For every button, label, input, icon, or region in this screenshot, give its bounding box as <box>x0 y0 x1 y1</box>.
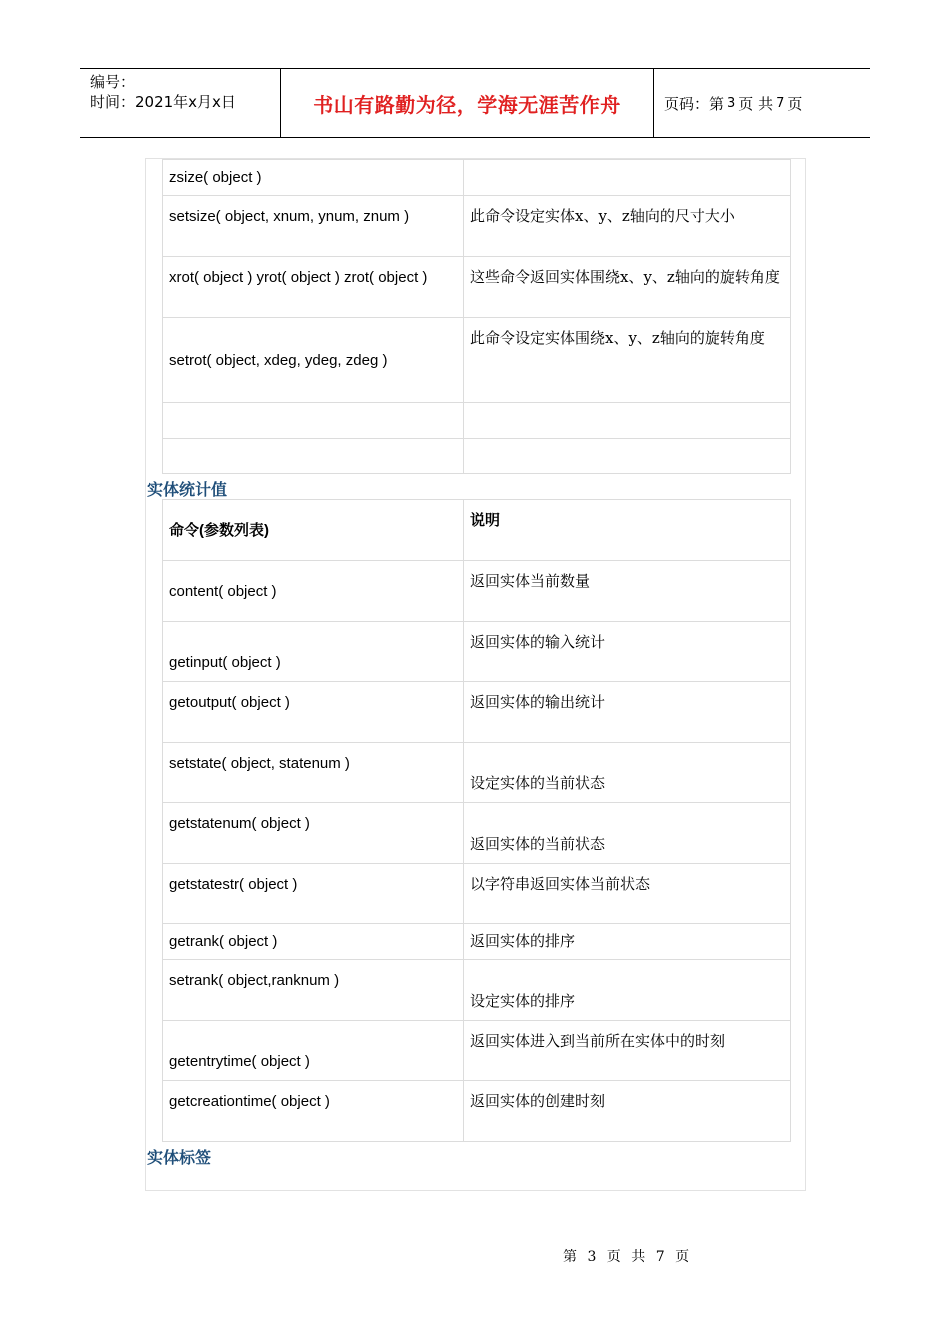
table-row <box>163 743 791 803</box>
table-row <box>163 318 791 403</box>
table-row <box>163 257 791 318</box>
page-number: 3 <box>727 95 736 111</box>
command-cell <box>163 439 464 474</box>
command-cell: zsize( object ) <box>163 160 464 196</box>
page-header <box>80 68 870 138</box>
table-row <box>163 1021 791 1081</box>
table-row <box>163 864 791 924</box>
table-row <box>163 682 791 743</box>
entity-geometry-table <box>162 159 791 474</box>
description-cell: 设定实体的当前状态 <box>464 743 791 803</box>
description-cell <box>464 439 791 474</box>
document-number-label: 编号： <box>90 73 136 91</box>
header-motto: 书山有路勤为径，学海无涯苦作舟 <box>313 92 621 117</box>
description-cell <box>464 403 791 439</box>
description-cell: 返回实体当前数量 <box>464 561 791 622</box>
section-title-entity-labels: 实体标签 <box>147 1148 212 1167</box>
table-row <box>163 803 791 864</box>
header-description-cell: 说明 <box>464 500 791 561</box>
command-cell: getinput( object ) <box>163 622 464 682</box>
description-cell: 返回实体的创建时刻 <box>464 1081 791 1142</box>
description-cell: 返回实体进入到当前所在实体中的时刻 <box>464 1021 791 1081</box>
command-cell: getoutput( object ) <box>163 682 464 743</box>
command-cell: getrank( object ) <box>163 924 464 960</box>
command-cell <box>163 403 464 439</box>
page-total: 7 <box>776 95 785 111</box>
description-cell: 返回实体的当前状态 <box>464 803 791 864</box>
page-footer: 第 3 页 共 7 页 <box>563 1249 690 1265</box>
description-cell: 以字符串返回实体当前状态 <box>464 864 791 924</box>
description-cell: 此命令设定实体x、y、z轴向的尺寸大小 <box>464 196 791 257</box>
command-cell: getcreationtime( object ) <box>163 1081 464 1142</box>
section-title-entity-stats: 实体统计值 <box>147 480 228 499</box>
table-row <box>163 960 791 1021</box>
description-cell: 返回实体的输出统计 <box>464 682 791 743</box>
table-row <box>163 196 791 257</box>
table-header-row <box>163 500 791 561</box>
header-info <box>80 69 281 137</box>
header-command-cell: 命令(参数列表) <box>163 500 464 561</box>
table-row <box>163 924 791 960</box>
description-cell <box>464 160 791 196</box>
command-cell: getentrytime( object ) <box>163 1021 464 1081</box>
command-cell: getstatenum( object ) <box>163 803 464 864</box>
command-cell: getstatestr( object ) <box>163 864 464 924</box>
page-mid: 页 共 <box>738 94 774 113</box>
description-cell: 返回实体的输入统计 <box>464 622 791 682</box>
table-row <box>163 439 791 474</box>
table-row <box>163 622 791 682</box>
description-cell: 返回实体的排序 <box>464 924 791 960</box>
description-cell: 这些命令返回实体围绕x、y、z轴向的旋转角度 <box>464 257 791 318</box>
header-motto-cell <box>281 69 654 137</box>
table-row <box>163 561 791 622</box>
command-cell: setrot( object, xdeg, ydeg, zdeg ) <box>163 318 464 403</box>
command-cell: setstate( object, statenum ) <box>163 743 464 803</box>
description-cell: 此命令设定实体围绕x、y、z轴向的旋转角度 <box>464 318 791 403</box>
description-cell: 设定实体的排序 <box>464 960 791 1021</box>
page-prefix: 页码：第 <box>664 94 725 113</box>
table-row <box>163 160 791 196</box>
header-page-info <box>654 69 870 137</box>
table-row <box>163 403 791 439</box>
command-cell: setsize( object, xnum, ynum, znum ) <box>163 196 464 257</box>
command-cell: setrank( object,ranknum ) <box>163 960 464 1021</box>
entity-stats-table <box>162 499 791 1142</box>
page-suffix: 页 <box>787 94 803 113</box>
table-row <box>163 1081 791 1142</box>
command-cell: content( object ) <box>163 561 464 622</box>
command-cell: xrot( object ) yrot( object ) zrot( object ) <box>163 257 464 318</box>
document-date: 时间：2021年x月x日 <box>90 93 236 111</box>
